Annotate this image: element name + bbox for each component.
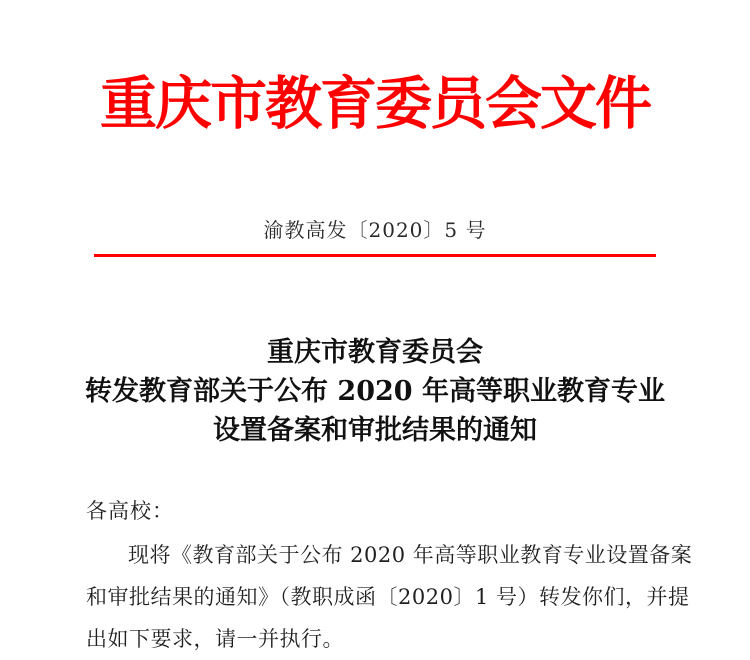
red-letterhead-title: 重庆市教育委员会文件 (100, 70, 650, 137)
document-body (86, 496, 693, 660)
document-reference-number: 渝教高发〔2020〕5 号 (263, 218, 487, 242)
paragraph-line-2: 和审批结果的通知》（教职成函〔2020〕1 号）转发你们，并提 (86, 585, 690, 609)
body-paragraph (86, 534, 693, 660)
paragraph-line-1: 现将《教育部关于公布 2020 年高等职业教育专业设置备案 (128, 543, 693, 567)
document-title (0, 333, 750, 450)
document-title-line-2: 转发教育部关于公布 2020 年高等职业教育专业 (85, 376, 665, 407)
salutation: 各高校： (86, 499, 174, 523)
document-title-line-1: 重庆市教育委员会 (267, 337, 483, 368)
document-title-line-3: 设置备案和审批结果的通知 (213, 415, 537, 446)
paragraph-line-3: 出如下要求，请一并执行。 (86, 627, 344, 651)
red-divider-line (94, 254, 656, 257)
